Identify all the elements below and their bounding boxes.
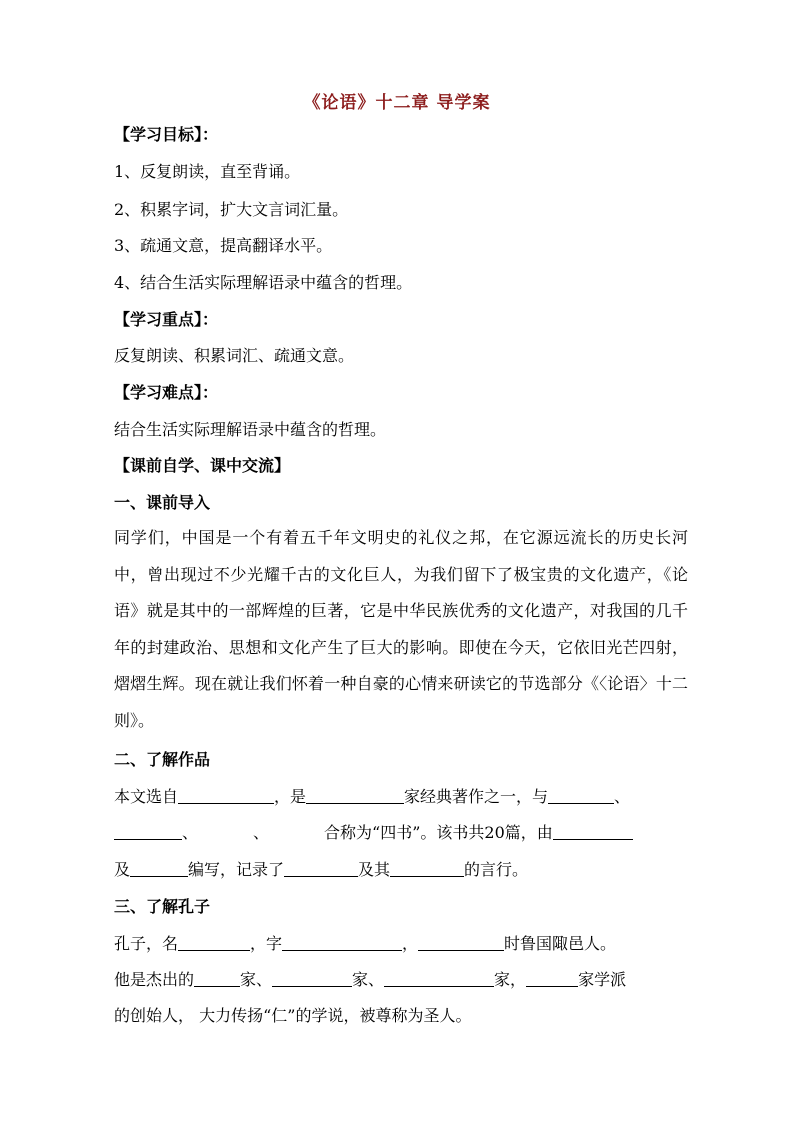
key-points-heading: 【学习重点】： <box>114 310 219 329</box>
blank-recorded-person[interactable] <box>284 860 358 877</box>
blank-school[interactable] <box>306 787 404 804</box>
section3-line-2 <box>114 970 626 990</box>
section2-text-9: 编写，记录了 <box>188 860 285 879</box>
blank-courtesy-name[interactable] <box>282 934 402 951</box>
section2-text-2: ，是 <box>274 787 307 806</box>
section3-text-a1: 孔子，名 <box>114 934 179 953</box>
section3-text-b4: 家， <box>494 970 527 989</box>
blank-role-1[interactable] <box>194 970 240 987</box>
section2-text-10: 及其 <box>358 860 391 879</box>
section3-text-b3: 家、 <box>352 970 385 989</box>
section3-line-1 <box>114 934 616 954</box>
blank-era[interactable] <box>418 934 504 951</box>
section3-line-3: 的创始人， 大力传扬“仁”的学说，被尊称为圣人。 <box>114 1006 472 1025</box>
blank-compiler-1[interactable] <box>553 823 633 840</box>
section2-text-6: 、 <box>253 823 270 842</box>
section2-text-4: 、 <box>614 787 631 806</box>
objectives-heading: 【学习目标】： <box>114 125 219 144</box>
blank-school-founder[interactable] <box>526 970 578 987</box>
blank-confucius-name[interactable] <box>178 934 250 951</box>
section2-text-7: 合称为“四书”。该书共20篇，由 <box>324 823 553 842</box>
blank-role-2[interactable] <box>272 970 352 987</box>
section2-text-1: 本文选自 <box>114 787 179 806</box>
blank-role-3[interactable] <box>384 970 494 987</box>
section3-text-b5: 家学派 <box>578 970 627 989</box>
key-points-text: 反复朗读、积累词汇、疏通文意。 <box>114 346 355 365</box>
section2-line-2 <box>114 823 633 843</box>
blank-disciples[interactable] <box>390 860 464 877</box>
objective-item-2: 2、积累字词，扩大文言词汇量。 <box>114 200 349 219</box>
section2-line-3 <box>114 860 528 880</box>
section3-text-a2: ，字 <box>250 934 283 953</box>
difficulties-text: 结合生活实际理解语录中蕴含的哲理。 <box>114 420 387 439</box>
section3-text-a3: ， <box>402 934 419 953</box>
blank-book-2[interactable] <box>114 823 182 840</box>
section2-text-8: 及 <box>114 860 131 879</box>
objective-item-1: 1、反复朗读，直至背诵。 <box>114 162 301 181</box>
objective-item-4: 4、结合生活实际理解语录中蕴含的哲理。 <box>114 273 413 292</box>
section3-heading: 三、了解孔子 <box>114 897 211 916</box>
section1-intro-paragraph: 同学们，中国是一个有着五千年文明史的礼仪之邦，在它源远流长的历史长河中，曾出现过不少光耀千古的文化巨人，为我们留下了极宝贵的文化遗产，《论语》就是其中的一部辉煌的巨著，它是中华民族优秀的文化遗产，对我国的几千年的封建政治、思想和文化产生了巨大的影响。即使在今天，它依旧光芒四射，熠熠生辉。现在就让我们怀着一种自豪的心情来研读它的节选部分《〈论语〉十二则》。 <box>114 528 688 730</box>
section3-text-a4: 时鲁国陬邑人。 <box>504 934 617 953</box>
section3-text-b2: 家、 <box>240 970 273 989</box>
document-title: 《论语》十二章 导学案 <box>303 93 491 113</box>
self-study-heading: 【课前自学、课中交流】 <box>114 456 291 475</box>
blank-book-title[interactable] <box>178 787 274 804</box>
blank-book-1[interactable] <box>548 787 614 804</box>
difficulties-heading: 【学习难点】： <box>114 383 219 402</box>
section3-text-b1: 他是杰出的 <box>114 970 195 989</box>
blank-compiler-2[interactable] <box>130 860 188 877</box>
objective-item-3: 3、疏通文意，提高翻译水平。 <box>114 236 333 255</box>
section2-heading: 二、了解作品 <box>114 750 211 769</box>
section1-heading: 一、课前导入 <box>114 493 211 512</box>
section2-text-5: 、 <box>182 823 199 842</box>
section2-text-11: 的言行。 <box>464 860 529 879</box>
section2-text-3: 家经典著作之一，与 <box>404 787 549 806</box>
section2-line-1 <box>114 787 630 807</box>
